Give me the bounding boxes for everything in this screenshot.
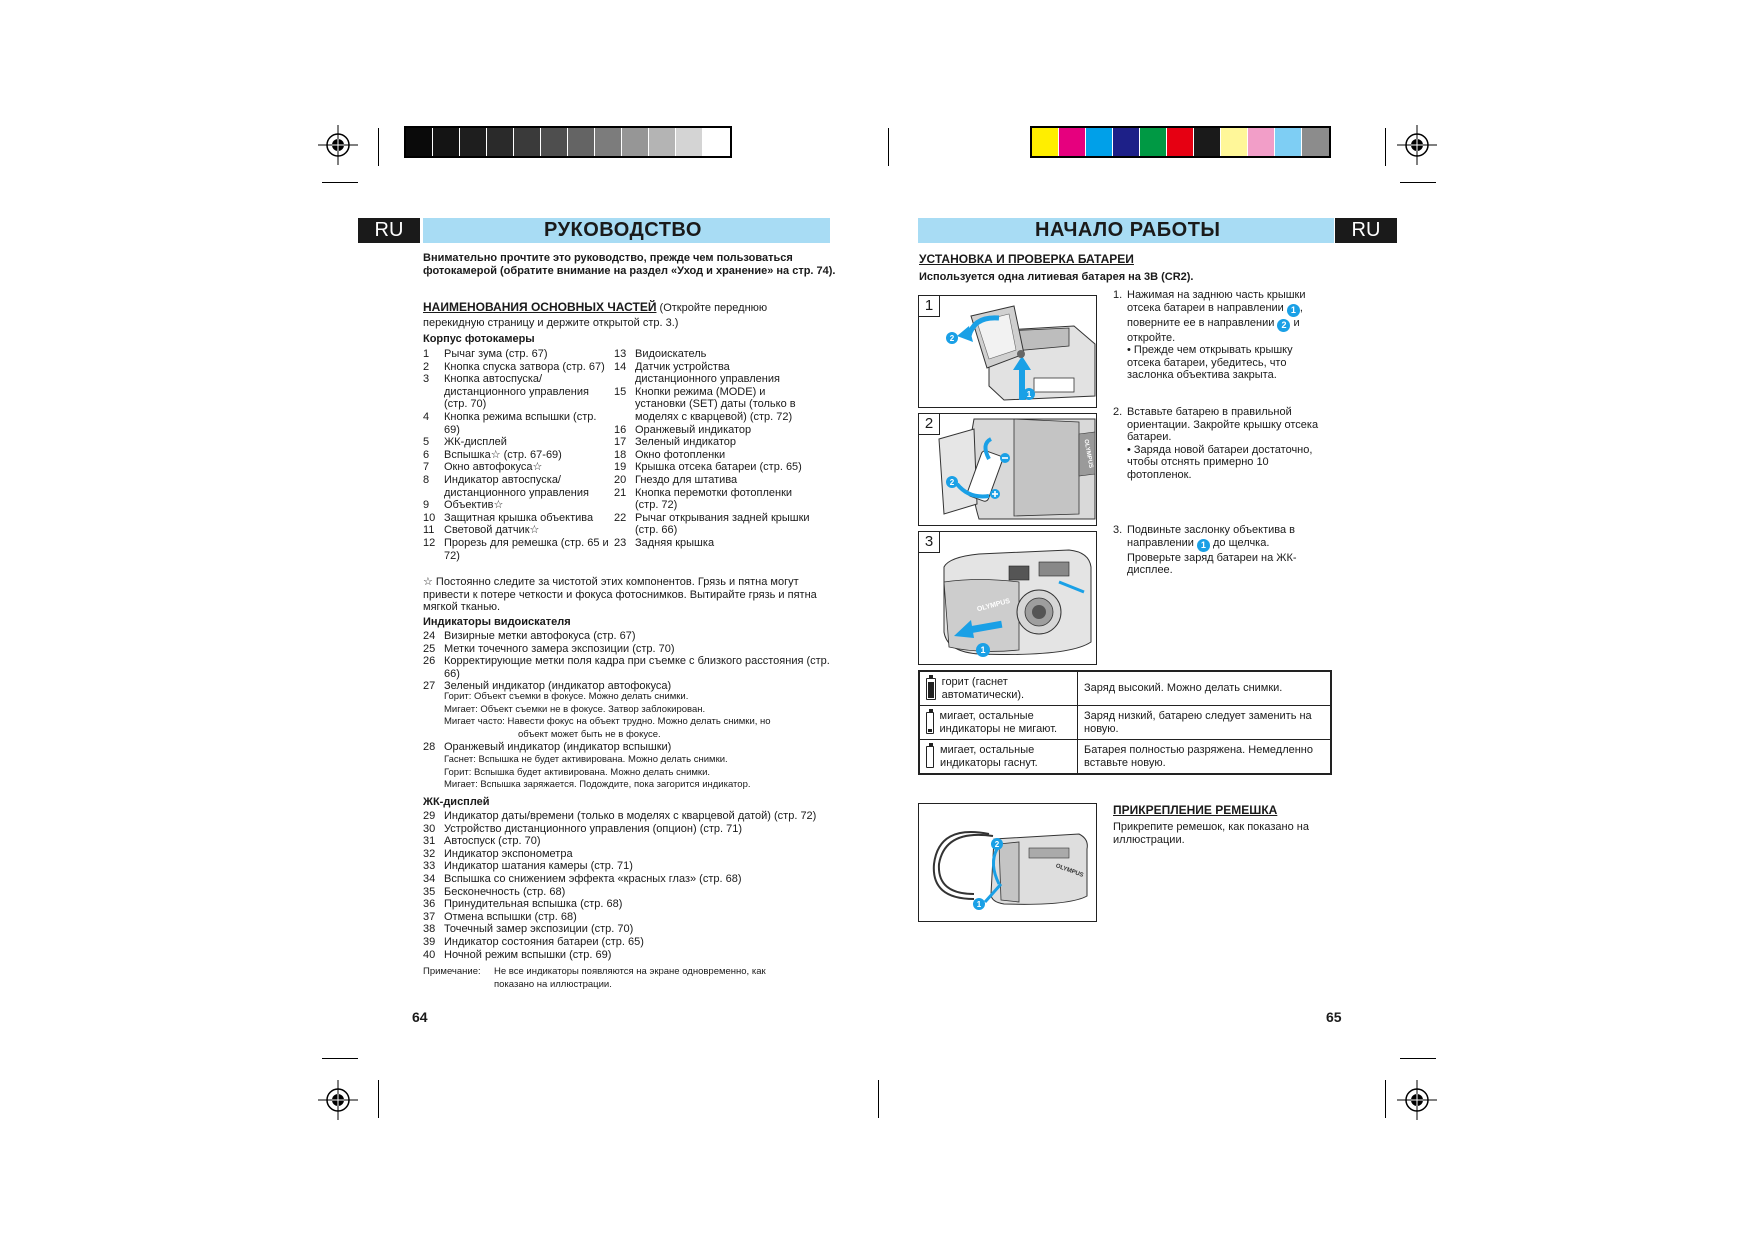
list-item	[423, 461, 613, 474]
list-item	[423, 373, 613, 411]
strap-text: Прикрепите ремешок, как показано на иллюстрации.	[1113, 821, 1309, 846]
list-item	[423, 949, 843, 962]
item-text: Оранжевый индикатор	[635, 423, 752, 436]
item-text: Индикатор автоспуска/ дистанционного управления	[444, 473, 589, 499]
step-bullet: • Заряда новой батареи достаточно, чтобы отснять примерно 10 фотопленок.	[1127, 443, 1313, 481]
vf-28-notes	[444, 754, 844, 792]
lcd-list	[423, 810, 843, 961]
list-item	[423, 860, 843, 873]
note-line: Горит: Вспышка будет активирована. Можно делать снимки.	[444, 766, 711, 778]
item-number: 12	[423, 536, 436, 549]
battery-fill	[928, 682, 934, 698]
list-item	[614, 487, 814, 512]
battery-full-icon	[926, 678, 936, 700]
step-text: Подвиньте заслонку объектива в направлении	[1127, 524, 1296, 549]
lens-barrier-illustration	[919, 532, 1096, 664]
list-item	[423, 348, 613, 361]
figure-strap	[918, 803, 1097, 922]
figure-3	[918, 531, 1097, 665]
item-number: 7	[423, 461, 430, 474]
note-line: Гаснет: Вспышка не будет активирована. Можно делать снимки.	[444, 754, 728, 765]
item-number: 19	[614, 461, 627, 474]
item-text: Рычаг открывания задней крышки (стр. 66)	[635, 511, 810, 537]
color-swatch	[703, 128, 730, 156]
item-text: Окно автофокуса☆	[444, 461, 543, 474]
item-text: Датчик устройства дистанционного управления	[635, 360, 780, 386]
item-text: Вспышка☆ (стр. 67-69)	[444, 448, 562, 461]
gray-calibration-strip	[404, 126, 732, 158]
language-tag: RU	[358, 218, 420, 243]
list-item	[423, 512, 613, 525]
list-item	[614, 436, 814, 449]
list-item	[614, 474, 814, 487]
color-swatch	[1302, 128, 1329, 156]
color-swatch	[1248, 128, 1275, 156]
direction-1-icon: 1	[1197, 539, 1210, 552]
step-2	[1113, 406, 1328, 482]
color-swatch	[649, 128, 676, 156]
registration-mark-icon	[318, 125, 358, 165]
color-swatch	[622, 128, 649, 156]
viewfinder-list	[423, 630, 843, 693]
color-swatch	[514, 128, 541, 156]
item-number: 23	[614, 536, 627, 549]
strap-heading: ПРИКРЕПЛЕНИЕ РЕМЕШКА	[1113, 803, 1278, 817]
direction-1-icon: 1	[1287, 304, 1300, 317]
item-number: 18	[614, 448, 627, 461]
color-swatch	[406, 128, 433, 156]
color-swatch	[433, 128, 460, 156]
item-number: 5	[423, 436, 430, 449]
note-line: объект может быть не в фокусе.	[518, 728, 661, 740]
step-text: Вставьте батарею в правильной ориентации. Закройте крышку отсека батареи.	[1127, 406, 1319, 444]
color-swatch	[1167, 128, 1194, 156]
list-item	[423, 835, 843, 848]
strap-illustration	[919, 804, 1096, 921]
svg-text:2: 2	[949, 334, 955, 343]
battery-meaning-cell: Заряд низкий, батарею следует заменить на новую.	[1078, 706, 1332, 740]
list-item	[423, 655, 843, 680]
item-number: 11	[423, 524, 435, 537]
list-item	[614, 537, 814, 550]
battery-state-cell	[919, 740, 1078, 775]
color-swatch	[595, 128, 622, 156]
item-text: Зеленый индикатор	[635, 436, 736, 449]
body-heading: Корпус фотокамеры	[423, 333, 535, 345]
item-number: 40	[423, 948, 436, 961]
item-number: 10	[423, 511, 436, 524]
item-text: Устройство дистанционного управления (опцион) (стр. 71)	[444, 822, 743, 835]
item-text: Окно фотопленки	[635, 448, 726, 461]
item-number: 4	[423, 410, 430, 423]
list-item	[423, 936, 843, 949]
list-item	[423, 499, 613, 512]
page-number: 65	[1326, 1009, 1342, 1025]
step-number: 2.	[1113, 406, 1123, 418]
page-title: РУКОВОДСТВО	[544, 219, 702, 241]
color-swatch	[1275, 128, 1302, 156]
item-text: Защитная крышка объектива	[444, 511, 594, 524]
item-text: Метки точечного замера экспозиции (стр. 70)	[444, 642, 675, 655]
figure-label: 1	[919, 296, 940, 317]
item-text: Крышка отсека батареи (стр. 65)	[635, 461, 802, 474]
list-item	[614, 512, 814, 537]
step-text: , поверните ее в направлении	[1127, 301, 1303, 329]
item-text: Индикатор состояния батареи (стр. 65)	[444, 935, 644, 948]
item-number: 20	[614, 473, 627, 486]
list-item	[614, 361, 814, 386]
item-text: Световой датчик☆	[444, 524, 540, 537]
list-item	[423, 886, 843, 899]
item-number: 3	[423, 373, 430, 386]
note-line: Мигает часто: Навести фокус на объект трудно. Можно делать снимки, но	[444, 716, 771, 728]
list-item	[423, 823, 843, 836]
step-1	[1113, 289, 1328, 382]
battery-low-icon	[926, 712, 934, 734]
list-item	[423, 741, 843, 754]
svg-text:2: 2	[994, 840, 1000, 849]
parts-note: (Откройте переднюю перекидную страницу и держите открытой стр. 3.)	[423, 302, 768, 329]
item-text: Задняя крышка	[635, 536, 715, 549]
list-item	[614, 386, 814, 424]
svg-text:1: 1	[976, 900, 982, 909]
color-swatch	[460, 128, 487, 156]
note-text: показано на иллюстрации.	[494, 978, 612, 990]
item-number: 21	[614, 486, 627, 499]
item-number: 17	[614, 436, 627, 449]
item-number: 32	[423, 847, 436, 860]
item-text: Прорезь для ремешка (стр. 65 и 72)	[444, 536, 609, 562]
item-text: Принудительная вспышка (стр. 68)	[444, 898, 623, 911]
color-swatch	[1140, 128, 1167, 156]
item-text: Зеленый индикатор (индикатор автофокуса)	[444, 680, 672, 693]
item-text: Отмена вспышки (стр. 68)	[444, 910, 577, 923]
battery-state-cell	[919, 706, 1078, 740]
note-line: Горит: Объект съемки в фокусе. Можно делать снимки.	[444, 691, 689, 702]
color-swatch	[1113, 128, 1140, 156]
registration-mark-icon	[1397, 1080, 1437, 1120]
vf-27-notes	[444, 691, 844, 741]
language-tag: RU	[1335, 218, 1397, 243]
step-3	[1113, 524, 1313, 577]
item-number: 26	[423, 655, 436, 668]
note-block	[423, 966, 853, 991]
note-text: Не все индикаторы появляются на экране одновременно, как	[494, 966, 766, 977]
list-item	[423, 873, 843, 886]
figure-label: 2	[919, 414, 940, 435]
color-swatch	[568, 128, 595, 156]
item-number: 33	[423, 860, 436, 873]
item-text: Кнопка перемотки фотопленки (стр. 72)	[635, 486, 793, 512]
figure-1	[918, 295, 1097, 408]
item-number: 37	[423, 910, 436, 923]
color-swatch	[541, 128, 568, 156]
item-number: 14	[614, 360, 627, 373]
item-number: 15	[614, 385, 627, 398]
item-text: Бесконечность (стр. 68)	[444, 885, 566, 898]
color-swatch	[1221, 128, 1248, 156]
item-number: 25	[423, 642, 436, 655]
item-number: 38	[423, 923, 436, 936]
list-item	[423, 923, 843, 936]
list-item	[423, 911, 843, 924]
item-number: 34	[423, 872, 436, 885]
registration-mark-icon	[318, 1080, 358, 1120]
battery-meaning-cell: Заряд высокий. Можно делать снимки.	[1078, 671, 1332, 706]
item-number: 1	[423, 348, 430, 360]
step-number: 1.	[1113, 289, 1123, 301]
list-item	[614, 424, 814, 437]
svg-text:2: 2	[949, 478, 955, 487]
direction-2-icon: 2	[1277, 319, 1290, 332]
list-item	[423, 436, 613, 449]
item-number: 29	[423, 810, 436, 822]
item-text: Объектив☆	[444, 499, 504, 512]
list-item	[614, 461, 814, 474]
battery-meaning-cell: Батарея полностью разряжена. Немедленно вставьте новую.	[1078, 740, 1332, 775]
item-text: Индикатор даты/времени (только в моделях с кварцевой датой) (стр. 72)	[444, 810, 817, 822]
table-row	[919, 740, 1331, 775]
color-swatch	[487, 128, 514, 156]
battery-state-text: мигает, остальные индикаторы гаснут.	[940, 743, 1038, 769]
lcd-heading: ЖК-дисплей	[423, 796, 490, 808]
battery-state-text: горит (гаснет автоматически).	[941, 675, 1025, 701]
item-number: 16	[614, 423, 627, 436]
item-number: 28	[423, 741, 436, 753]
table-row	[919, 706, 1331, 740]
note-label: Примечание:	[423, 966, 481, 977]
battery-insert-illustration	[919, 414, 1096, 525]
item-text: Вспышка со снижением эффекта «красных глаз» (стр. 68)	[444, 872, 742, 885]
step-number: 3.	[1113, 524, 1123, 536]
item-number: 6	[423, 448, 430, 461]
page-number: 64	[412, 1009, 428, 1025]
item-text: Кнопка автоспуска/ дистанционного управления (стр. 70)	[444, 373, 589, 411]
item-number: 9	[423, 499, 430, 512]
list-item	[423, 411, 613, 436]
item-text: Кнопка спуска затвора (стр. 67)	[444, 360, 605, 373]
brand-logo: OLYMPUS	[1082, 438, 1094, 469]
viewfinder-list-28	[423, 741, 843, 754]
star-note: ☆ Постоянно следите за чистотой этих компонентов. Грязь и пятна могут привести к потере четкости и фокуса фотоснимков. Вытирайте грязь и пятна мягкой тканью.	[423, 576, 817, 614]
item-text: Автоспуск (стр. 70)	[444, 835, 541, 848]
list-item	[423, 361, 613, 374]
list-item	[423, 524, 613, 537]
figure-2	[918, 413, 1097, 526]
battery-subheading: Используется одна литиевая батарея на 3В (CR2).	[919, 271, 1194, 283]
list-item	[614, 348, 814, 361]
registration-mark-icon	[1397, 125, 1437, 165]
note-line: Мигает: Вспышка заряжается. Подождите, пока загорится индикатор.	[444, 779, 751, 791]
brand-logo: OLYMPUS	[1054, 863, 1085, 879]
parts-list-col1	[423, 348, 613, 562]
battery-status-table	[918, 670, 1332, 775]
viewfinder-heading: Индикаторы видоискателя	[423, 616, 571, 628]
intro-text: Внимательно прочтите это руководство, прежде чем пользоваться фотокамерой (обратите внимание на раздел «Уход и хранение» на стр. 74).	[423, 252, 836, 277]
item-number: 27	[423, 680, 436, 693]
item-text: Визирные метки автофокуса (стр. 67)	[444, 630, 636, 642]
color-swatch	[1059, 128, 1086, 156]
item-text: Индикатор экспонометра	[444, 847, 573, 860]
item-number: 2	[423, 360, 430, 373]
item-number: 31	[423, 835, 436, 848]
item-text: Видоискатель	[635, 348, 707, 360]
item-number: 30	[423, 822, 436, 835]
step-text: и откройте.	[1127, 316, 1300, 344]
battery-state-cell	[919, 671, 1078, 706]
item-text: ЖК-дисплей	[444, 436, 507, 449]
item-text: Ночной режим вспышки (стр. 69)	[444, 948, 612, 961]
figure-label: 3	[919, 532, 940, 553]
list-item	[423, 810, 843, 823]
list-item	[423, 537, 613, 562]
item-number: 24	[423, 630, 436, 642]
item-number: 36	[423, 898, 436, 911]
step-bullet: • Прежде чем открывать крышку отсека батареи, убедитесь, что заслонка объектива закрыта.	[1127, 344, 1293, 382]
item-text: Кнопки режима (MODE) и установки (SET) даты (только в моделях с кварцевой) (стр. 72)	[635, 385, 796, 423]
parts-heading: НАИМЕНОВАНИЯ ОСНОВНЫХ ЧАСТЕЙ	[423, 300, 657, 314]
list-item	[423, 474, 613, 499]
battery-empty-icon	[926, 746, 934, 768]
color-swatch	[1194, 128, 1221, 156]
svg-text:1: 1	[1026, 390, 1032, 399]
step-text: до щелчка. Проверьте заряд батареи на ЖК-дисплее.	[1127, 536, 1297, 577]
item-number: 8	[423, 473, 430, 486]
color-swatch	[1032, 128, 1059, 156]
table-row	[919, 671, 1331, 706]
item-text: Оранжевый индикатор (индикатор вспышки)	[444, 741, 672, 753]
camera-battery-cover-illustration	[919, 296, 1096, 407]
step-text: Нажимая на заднюю часть крышки отсека батареи в направлении	[1127, 289, 1306, 314]
parts-list-col2	[614, 348, 814, 550]
color-swatch	[676, 128, 703, 156]
parts-heading-block	[423, 300, 823, 331]
item-number: 39	[423, 935, 436, 948]
item-text: Рычаг зума (стр. 67)	[444, 348, 548, 360]
list-item	[423, 898, 843, 911]
list-item	[614, 449, 814, 462]
page-title: НАЧАЛО РАБОТЫ	[1035, 219, 1221, 241]
item-number: 13	[614, 348, 627, 360]
item-text: Гнездо для штатива	[635, 473, 738, 486]
brand-logo: OLYMPUS	[976, 597, 1011, 614]
list-item	[423, 449, 613, 462]
color-swatch	[1086, 128, 1113, 156]
battery-heading: УСТАНОВКА И ПРОВЕРКА БАТАРЕИ	[919, 252, 1134, 266]
svg-text:1: 1	[980, 645, 986, 655]
list-item	[423, 630, 843, 643]
item-text: Корректирующие метки поля кадра при съемке с близкого расстояния (стр. 66)	[444, 655, 830, 680]
battery-state-text: мигает, остальные индикаторы не мигают.	[939, 709, 1058, 735]
item-number: 35	[423, 885, 436, 898]
item-text: Индикатор шатания камеры (стр. 71)	[444, 860, 633, 873]
item-text: Точечный замер экспозиции (стр. 70)	[444, 923, 634, 936]
battery-fill	[928, 729, 932, 732]
item-text: Кнопка режима вспышки (стр. 69)	[444, 410, 597, 436]
item-number: 22	[614, 511, 627, 524]
list-item	[423, 848, 843, 861]
note-line: Мигает: Объект съемки не в фокусе. Затвор заблокирован.	[444, 703, 706, 715]
color-calibration-strip	[1030, 126, 1331, 158]
list-item	[423, 643, 843, 656]
